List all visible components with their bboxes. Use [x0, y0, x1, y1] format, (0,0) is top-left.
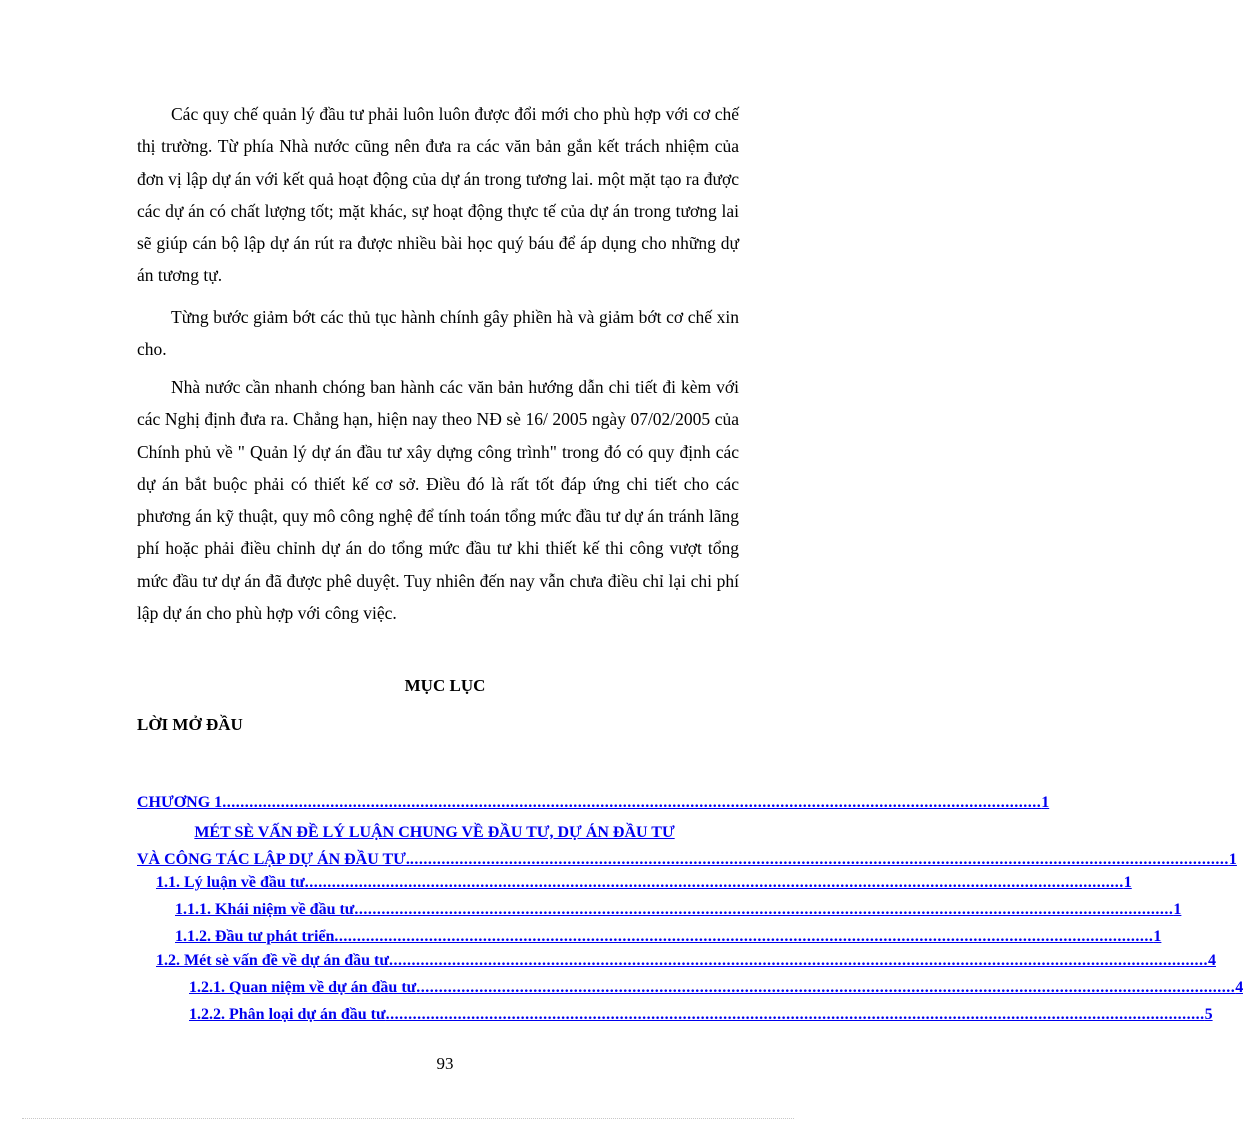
toc-entry-chapter-1-title-cont[interactable]: VÀ CÔNG TÁC LẬP DỰ ÁN ĐẦU TƯ. ...................................................................................................................................................................................... 1: [137, 851, 1237, 868]
toc-title: MỤC LỤC: [404, 676, 486, 695]
toc-entry-1-2-1[interactable]: 1.2.1. Quan niệm về dự án đầu tư ...................................................................................................................................................................................... 4: [189, 979, 1243, 996]
paragraph-2: Từng bước giảm bớt các thủ tục hành chính gây phiền hà và giảm bớt cơ chế xin cho.: [137, 307, 739, 360]
paragraph-1: Các quy chế quản lý đầu tư phải luôn luôn được đổi mới cho phù hợp với cơ chế thị trường. Từ phía Nhà nước cũng nên đưa ra các văn bản gắn kết trách nhiệm của đơn vị lập dự án với kết quả hoạt động của dự án trong tương lai. một mặt tạo ra được các dự án có chất lượng tốt; mặt khác, sự hoạt động thực tế của dự án trong tương lai sẽ giúp cán bộ lập dự án rút ra được nhiều bài học quý báu để áp dụng cho những dự án tương tự.: [137, 104, 739, 286]
toc-entry-1-2[interactable]: 1.2. Mét sè vấn đề về dự án đầu tư ...................................................................................................................................................................................... 4: [156, 952, 1216, 969]
toc-entry-1-1[interactable]: 1.1. Lý luận về đầu tư ...................................................................................................................................................................................... 1: [156, 874, 1132, 891]
toc-entry-chapter-1-title[interactable]: MÉT SÈ VẤN ĐỀ LÝ LUẬN CHUNG VỀ ĐẦU TƯ, DỰ ÁN ĐẦU TƯ: [194, 824, 675, 841]
page-number: 93: [436, 1054, 454, 1073]
toc-entry-1-2-2[interactable]: 1.2.2. Phân loại dự án đầu tư ...................................................................................................................................................................................... 5: [189, 1006, 1213, 1023]
page-bottom-divider: [22, 1118, 794, 1119]
paragraph-3: Nhà nước cần nhanh chóng ban hành các văn bản hướng dẫn chi tiết đi kèm với các Nghị định đưa ra. Chẳng hạn, hiện nay theo NĐ sè 16/ 2005 ngày 07/02/2005 của Chính phủ về " Quản lý dự án đầu tư xây dựng công trình" trong đó có quy định các dự án bắt buộc phải có thiết kế cơ sở. Điều đó là rất tốt đáp ứng chi tiết cho các phương án kỹ thuật, quy mô công nghệ để tính toán tổng mức đầu tư dự án tránh lãng phí hoặc phải điều chỉnh dự án do tổng mức đầu tư khi thiết kế thi công vượt tổng mức đầu tư dự án đã được phê duyệt. Tuy nhiên đến nay vẫn chưa điều chỉ lại chi phí lập dự án cho phù hợp với công việc.: [137, 377, 739, 624]
toc-entry-chapter-1[interactable]: CHƯƠNG 1 ...................................................................................................................................................................................... 1: [137, 794, 1050, 811]
toc-entry-1-1-1[interactable]: 1.1.1. Khái niệm về đầu tư ...................................................................................................................................................................................... 1: [175, 901, 1182, 918]
toc-entry-1-1-2[interactable]: 1.1.2. Đầu tư phát triển ...................................................................................................................................................................................... 1: [175, 928, 1162, 945]
intro-heading: LỜI MỞ ĐẦU: [137, 715, 243, 734]
